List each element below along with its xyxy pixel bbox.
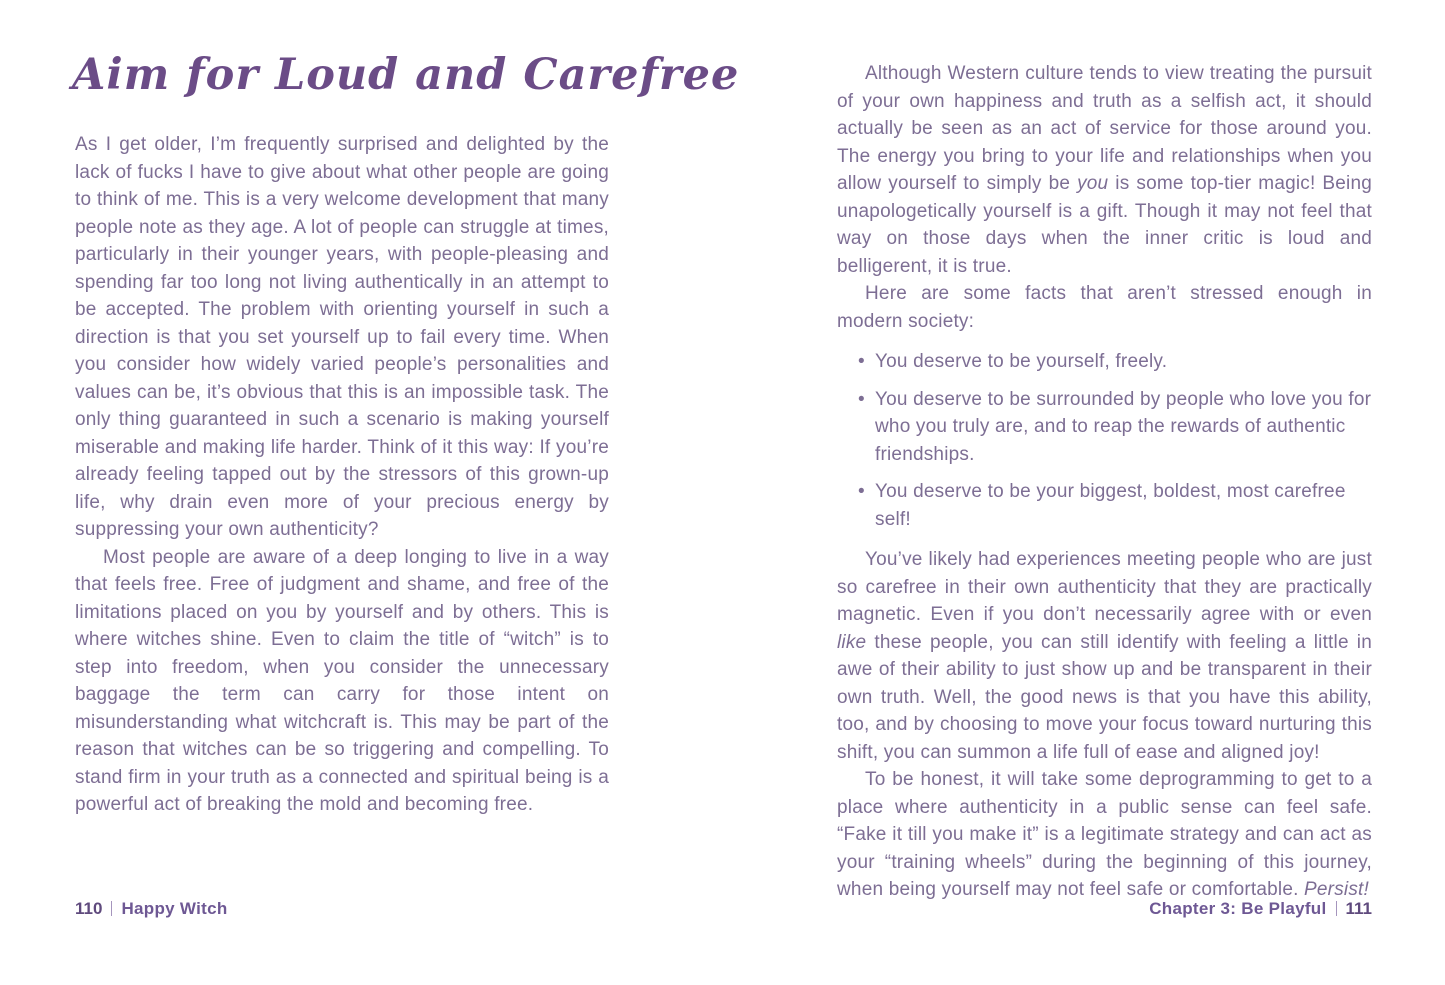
paragraph [837, 546, 1372, 766]
footer-divider [111, 901, 112, 916]
left-page-body [75, 131, 609, 819]
text-run: Here are some facts that aren’t stressed enough in modern society: [837, 283, 1372, 332]
paragraph [75, 131, 609, 544]
text-run: You’ve likely had experiences meeting people who are just so carefree in their own authenticity that they are practically magnetic. Even if you don’t necessarily agree with or even [837, 549, 1372, 625]
text-run: You deserve to be yourself, freely. [875, 351, 1168, 372]
text-run: To be honest, it will take some deprogramming to get to a place where authenticity in a public sense can feel safe. “Fake it till you make it” is a legitimate strategy and can act as your “training wheels” during the beginning of this journey, when being yourself may not feel safe or comfortable. [837, 769, 1372, 900]
text-run: Although Western culture tends to view treating the pursuit of your own happiness and truth as a selfish act, it should actually be seen as an act of service for those around you. The energy you bring to your life and relationships when you allow yourself to simply be [837, 63, 1372, 194]
list-item [858, 386, 1372, 469]
list-item [858, 478, 1372, 533]
paragraph [837, 766, 1372, 904]
bullet-icon: • [858, 351, 865, 372]
chapter-title: Chapter 3: Be Playful [1149, 899, 1327, 918]
bullet-icon: • [858, 481, 865, 502]
right-page-body [837, 60, 1372, 904]
list-item [858, 348, 1372, 376]
text-run: As I get older, I’m frequently surprised and delighted by the lack of fucks I have to give about what other people are going to think of me. This is a very welcome development that many people note as they age. A lot of people can struggle at times, particularly in their younger years, with people-pleasing and spending far too long not living authentically in an attempt to be accepted. The problem with orienting yourself in such a direction is that you set yourself up to fail every time. When you consider how widely varied people’s personalities and values can be, it’s obvious that this is an impossible task. The only thing guaranteed in such a scenario is making yourself miserable and making life harder. Think of it this way: If you’re already feeling tapped out by the stressors of this grown-up life, why drain even more of your precious energy by suppressing your own authenticity? [75, 134, 609, 540]
section-heading: Aim for Loud and Carefree [72, 50, 740, 100]
left-footer [75, 898, 228, 920]
facts-list [837, 348, 1372, 533]
paragraph [837, 60, 1372, 280]
paragraph [837, 280, 1372, 335]
text-run: You deserve to be your biggest, boldest, most carefree self! [875, 481, 1346, 530]
italic-text-run: Persist! [1304, 879, 1369, 900]
text-run: You deserve to be surrounded by people who love you for who you truly are, and to reap the rewards of authentic friendships. [875, 388, 1372, 465]
italic-text-run: you [1077, 173, 1109, 194]
bullet-icon: • [858, 388, 865, 410]
italic-text-run: like [837, 631, 867, 653]
text-run: is some top-tier magic! Being unapologetically yourself is a gift. Though it may not feel that way on those days when the inner critic is loud and belligerent, it is true. [837, 173, 1373, 277]
footer-divider [1336, 901, 1337, 916]
book-title: Happy Witch [121, 899, 228, 918]
paragraph [75, 544, 609, 819]
right-footer [1149, 898, 1372, 920]
text-run: these people, you can still identify with feeling a little in awe of their ability to just show up and be transparent in their own truth. Well, the good news is that you have this ability, too, and by choosing to move your focus toward nurturing this shift, you can summon a life full of ease and aligned joy! [837, 631, 1372, 763]
text-run: Most people are aware of a deep longing to live in a way that feels free. Free of judgment and shame, and free of the limitations placed on you by yourself and by others. This is where witches shine. Even to claim the title of “witch” is to step into freedom, when you consider the unnecessary baggage the term can carry for those intent on misunderstanding what witchcraft is. This may be part of the reason that witches can be so triggering and compelling. To stand firm in your truth as a connected and spiritual being is a powerful act of breaking the mold and becoming free. [75, 546, 609, 815]
page-number-left: 110 [75, 899, 103, 918]
page-number-right: 111 [1345, 899, 1372, 918]
